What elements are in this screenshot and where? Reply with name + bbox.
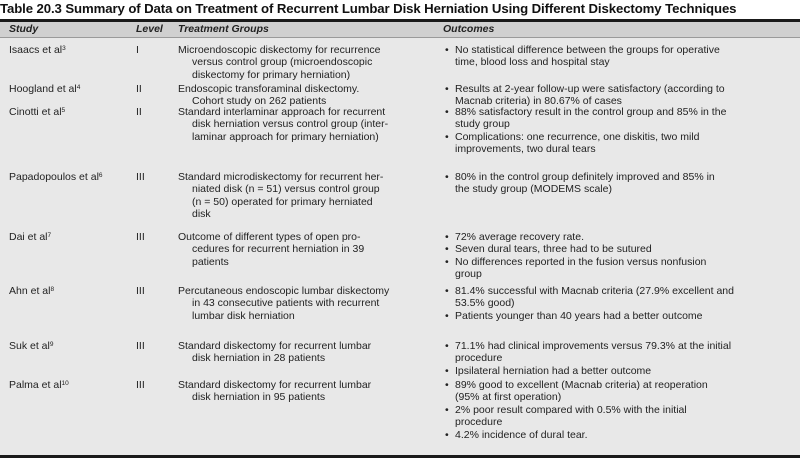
outcomes-cell xyxy=(443,171,793,196)
level-cell: III xyxy=(136,340,145,352)
outcome-bullet-item xyxy=(443,83,793,108)
outcome-text-line: the study group (MODEMS scale) xyxy=(455,183,612,196)
treatment-text-line: Standard diskectomy for recurrent lumbar xyxy=(178,379,372,391)
reference-number: 6 xyxy=(98,172,103,179)
treatment-text-line: lumbar disk herniation xyxy=(192,309,295,322)
bullet-icon: • xyxy=(445,83,449,95)
treatment-text-line: Standard microdiskectomy for recurrent her- xyxy=(178,171,384,183)
study-cell xyxy=(9,83,134,95)
column-header-study: Study xyxy=(9,23,39,35)
outcomes-cell xyxy=(443,340,793,377)
treatment-text-line: disk herniation in 28 patients xyxy=(192,352,326,365)
outcome-text-line: 4.2% incidence of dural tear. xyxy=(455,428,588,441)
treatment-text-line: in 43 consecutive patients with recurrent xyxy=(192,297,380,310)
outcome-text-line: improvements, two dural tears xyxy=(455,143,596,156)
reference-number: 10 xyxy=(61,380,69,387)
treatment-text-line: versus control group (microendoscopic xyxy=(192,56,373,69)
outcome-text-line: 80% in the control group definitely improved and 85% in xyxy=(455,171,715,183)
outcome-bullet-item xyxy=(443,429,793,441)
treatment-text-line: (n = 50) operated for primary herniated xyxy=(192,195,373,208)
treatment-text-line: diskectomy for primary herniation) xyxy=(192,68,351,81)
outcome-text-line: study group xyxy=(455,118,510,131)
reference-number: 4 xyxy=(76,84,81,91)
outcomes-cell xyxy=(443,285,793,322)
level-cell: III xyxy=(136,379,145,391)
outcomes-cell xyxy=(443,231,793,281)
study-cell xyxy=(9,285,134,297)
outcome-bullet-item xyxy=(443,285,793,310)
outcome-bullet-item xyxy=(443,243,793,255)
outcome-bullet-item xyxy=(443,131,793,156)
treatment-text-line: disk herniation versus control group (inter- xyxy=(192,118,389,131)
study-name: Isaacs et al xyxy=(9,44,63,56)
column-header-outcomes: Outcomes xyxy=(443,23,495,35)
outcome-text-line: (95% at first operation) xyxy=(455,391,562,404)
treatment-cell xyxy=(178,285,440,322)
table-header-row xyxy=(0,22,800,38)
study-cell xyxy=(9,379,134,391)
outcome-bullet-item xyxy=(443,171,793,196)
data-table xyxy=(0,19,800,458)
outcome-text-line: 71.1% had clinical improvements versus 79.3% at the initial xyxy=(455,340,732,352)
reference-number: 8 xyxy=(50,286,55,293)
study-cell xyxy=(9,171,134,183)
outcome-text-line: group xyxy=(455,268,482,281)
treatment-text-line: disk herniation in 95 patients xyxy=(192,391,326,404)
study-name: Cinotti et al xyxy=(9,106,62,118)
outcome-text-line: procedure xyxy=(455,416,503,429)
reference-number: 7 xyxy=(47,232,52,239)
study-name: Hoogland et al xyxy=(9,83,77,95)
outcomes-cell xyxy=(443,106,793,156)
bullet-icon: • xyxy=(445,403,449,416)
treatment-text-line: Standard diskectomy for recurrent lumbar xyxy=(178,340,372,352)
treatment-text-line: niated disk (n = 51) versus control group xyxy=(192,183,380,196)
study-cell xyxy=(9,106,134,118)
treatment-cell xyxy=(178,231,440,268)
bullet-icon: • xyxy=(445,285,449,297)
table-title: Table 20.3 Summary of Data on Treatment of Recurrent Lumbar Disk Herniation Using Different Diskectomy Techniques xyxy=(0,1,737,16)
treatment-text-line: Percutaneous endoscopic lumbar diskectomy xyxy=(178,285,390,297)
outcome-bullet-item xyxy=(443,231,793,243)
outcome-text-line: 88% satisfactory result in the control group and 85% in the xyxy=(455,106,727,118)
bullet-icon: • xyxy=(445,428,449,441)
bullet-icon: • xyxy=(445,364,449,377)
treatment-text-line: patients xyxy=(192,255,229,268)
outcome-text-line: Patients younger than 40 years had a better outcome xyxy=(455,309,703,322)
outcome-bullet-item xyxy=(443,379,793,404)
bullet-icon: • xyxy=(445,130,449,143)
study-name: Papadopoulos et al xyxy=(9,171,99,183)
outcome-text-line: time, blood loss and hospital stay xyxy=(455,56,610,69)
bullet-icon: • xyxy=(445,44,449,56)
level-cell: I xyxy=(136,44,139,56)
outcome-bullet-item xyxy=(443,365,793,377)
treatment-cell xyxy=(178,44,440,81)
treatment-cell xyxy=(178,83,440,108)
treatment-text-line: Standard interlaminar approach for recurrent xyxy=(178,106,386,118)
study-name: Dai et al xyxy=(9,231,48,243)
level-cell: III xyxy=(136,231,145,243)
treatment-text-line: Endoscopic transforaminal diskectomy. xyxy=(178,83,360,95)
outcome-text-line: Complications: one recurrence, one diskitis, two mild xyxy=(455,130,700,143)
outcome-bullet-item xyxy=(443,340,793,365)
outcome-text-line: 81.4% successful with Macnab criteria (27.9% excellent and xyxy=(455,285,734,297)
study-cell xyxy=(9,340,134,352)
outcome-text-line: Ipsilateral herniation had a better outcome xyxy=(455,364,652,377)
bullet-icon: • xyxy=(445,255,449,268)
treatment-text-line: Microendoscopic diskectomy for recurrence xyxy=(178,44,381,56)
treatment-text-line: cedures for recurrent herniation in 39 xyxy=(192,243,365,256)
treatment-cell xyxy=(178,340,440,365)
study-name: Suk et al xyxy=(9,340,50,352)
study-cell xyxy=(9,44,134,56)
outcomes-cell xyxy=(443,379,793,441)
treatment-text-line: laminar approach for primary herniation) xyxy=(192,130,379,143)
study-name: Ahn et al xyxy=(9,285,51,297)
level-cell: III xyxy=(136,285,145,297)
column-header-level: Level xyxy=(136,23,163,35)
bullet-icon: • xyxy=(445,171,449,183)
outcome-bullet-item xyxy=(443,256,793,281)
outcome-bullet-item xyxy=(443,404,793,429)
treatment-cell xyxy=(178,379,440,404)
outcome-text-line: Results at 2-year follow-up were satisfactory (according to xyxy=(455,83,725,95)
bullet-icon: • xyxy=(445,231,449,243)
outcome-text-line: 2% poor result compared with 0.5% with the initial xyxy=(455,403,687,416)
treatment-cell xyxy=(178,171,440,221)
bullet-icon: • xyxy=(445,379,449,391)
level-cell: III xyxy=(136,171,145,183)
bullet-icon: • xyxy=(445,243,449,256)
level-cell: II xyxy=(136,106,142,118)
outcome-bullet-item xyxy=(443,44,793,69)
study-cell xyxy=(9,231,134,243)
column-header-treatment: Treatment Groups xyxy=(178,23,269,35)
reference-number: 5 xyxy=(61,107,66,114)
outcomes-cell xyxy=(443,44,793,69)
outcome-bullet-item xyxy=(443,106,793,131)
outcome-text-line: No differences reported in the fusion versus nonfusion xyxy=(455,255,707,268)
treatment-cell xyxy=(178,106,440,143)
outcome-text-line: procedure xyxy=(455,352,503,365)
outcome-text-line: 89% good to excellent (Macnab criteria) at reoperation xyxy=(455,379,708,391)
bullet-icon: • xyxy=(445,340,449,352)
treatment-text-line: Cohort study on 262 patients xyxy=(192,95,327,108)
treatment-text-line: disk xyxy=(192,208,211,221)
level-cell: II xyxy=(136,83,142,95)
outcome-bullet-item xyxy=(443,310,793,322)
outcome-text-line: Macnab criteria) in 80.67% of cases xyxy=(455,95,622,108)
outcome-text-line: 72% average recovery rate. xyxy=(455,231,584,243)
treatment-text-line: Outcome of different types of open pro- xyxy=(178,231,361,243)
bullet-icon: • xyxy=(445,309,449,322)
outcome-text-line: No statistical difference between the groups for operative xyxy=(455,44,720,56)
bullet-icon: • xyxy=(445,106,449,118)
reference-number: 3 xyxy=(62,45,66,52)
reference-number: 9 xyxy=(49,341,54,348)
outcome-text-line: Seven dural tears, three had to be sutured xyxy=(455,243,652,256)
outcome-text-line: 53.5% good) xyxy=(455,297,515,310)
study-name: Palma et al xyxy=(9,379,62,391)
outcomes-cell xyxy=(443,83,793,108)
